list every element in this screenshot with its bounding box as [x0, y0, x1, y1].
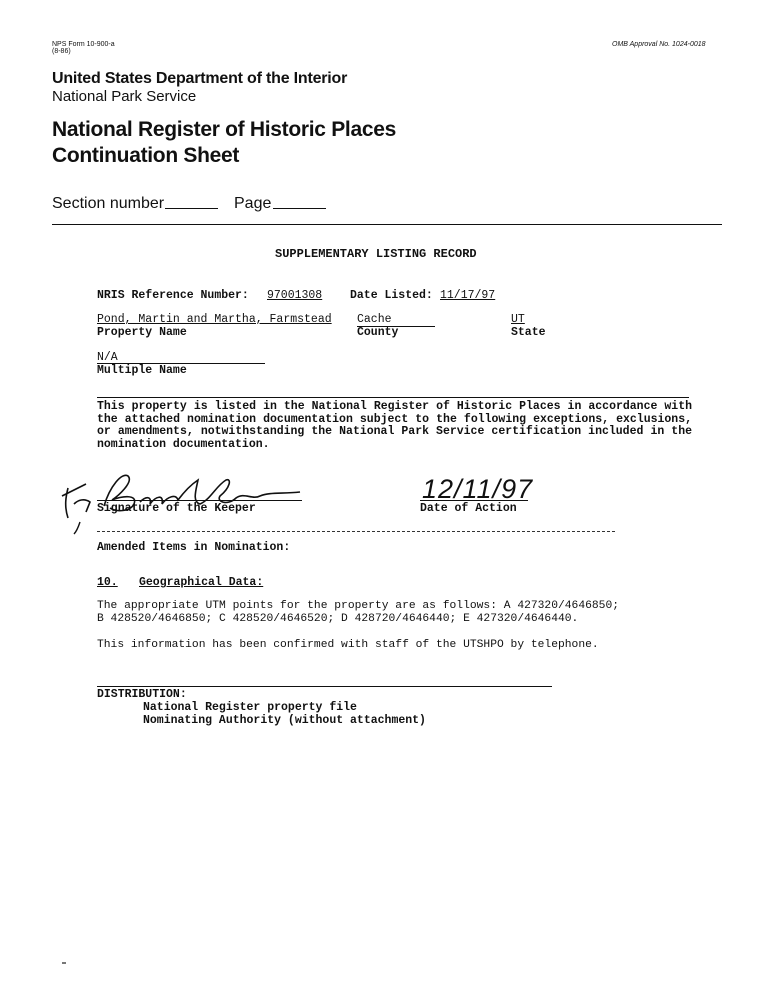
distribution-item: National Register property file — [143, 701, 357, 714]
multiple-name-value: N/A — [97, 351, 118, 364]
ref-label: NRIS Reference Number: — [97, 289, 249, 302]
confirmation-note: This information has been confirmed with staff of the UTSHPO by telephone. — [97, 639, 599, 651]
multiple-name-label: Multiple Name — [97, 364, 187, 377]
amended-items-label: Amended Items in Nomination: — [97, 541, 291, 554]
ref-value: 97001308 — [267, 289, 323, 302]
signature-label: Signature of the Keeper — [97, 502, 256, 515]
date-listed-label: Date Listed: — [350, 289, 433, 302]
distribution-item: Nominating Authority (without attachment) — [143, 714, 426, 727]
county-value: Cache — [357, 313, 392, 326]
section-number-blank — [165, 208, 218, 209]
keeper-signature — [60, 466, 310, 536]
form-number: NPS Form 10-900-a — [52, 41, 115, 48]
dashed-separator — [97, 531, 615, 532]
action-date-handwritten: 12/11/97 — [422, 474, 534, 504]
section-number: 10. — [97, 576, 118, 589]
listing-statement: This property is listed in the National Register of Historic Places in accordance with the attached nomination documentation subject to the following exceptions, exclusions, or amendments, notwithstanding the National Park Service certification included in the nomination documentation. — [97, 400, 692, 451]
page-label: Page — [234, 195, 272, 212]
omb-approval: OMB Approval No. 1024-0018 — [612, 41, 706, 48]
header-rule — [52, 224, 722, 225]
page-title-line1: National Register of Historic Places — [52, 118, 396, 141]
svg-text:for Beth L. Savage: for Beth L. Savage — [60, 466, 68, 467]
state-value: UT — [511, 313, 525, 326]
utm-line-2: B 428520/4646850; C 428520/4646520; D 428720/4646440; E 427320/4646440. — [97, 613, 579, 625]
agency-heading: National Park Service — [52, 88, 197, 105]
utm-line-1: The appropriate UTM points for the property are as follows: A 427320/4646850; — [97, 600, 620, 612]
date-listed-value: 11/17/97 — [440, 289, 496, 302]
action-date-label: Date of Action — [420, 502, 517, 515]
distribution-rule — [97, 686, 552, 687]
county-label: County — [357, 326, 399, 339]
action-date-line — [420, 500, 528, 501]
scan-speck — [62, 962, 66, 964]
record-heading: SUPPLEMENTARY LISTING RECORD — [275, 247, 477, 261]
statement-rule — [97, 397, 689, 398]
property-name-value: Pond, Martin and Martha, Farmstead — [97, 313, 332, 326]
page-title-line2: Continuation Sheet — [52, 144, 240, 167]
state-label: State — [511, 326, 546, 339]
section-number-label: Section number — [52, 195, 165, 212]
signature-line — [97, 500, 302, 501]
section-title: Geographical Data: — [139, 576, 264, 589]
distribution-label: DISTRIBUTION: — [97, 688, 187, 701]
form-date: (8-86) — [52, 48, 71, 55]
department-heading: United States Department of the Interior — [52, 70, 348, 87]
page-blank — [273, 208, 326, 209]
property-name-label: Property Name — [97, 326, 187, 339]
